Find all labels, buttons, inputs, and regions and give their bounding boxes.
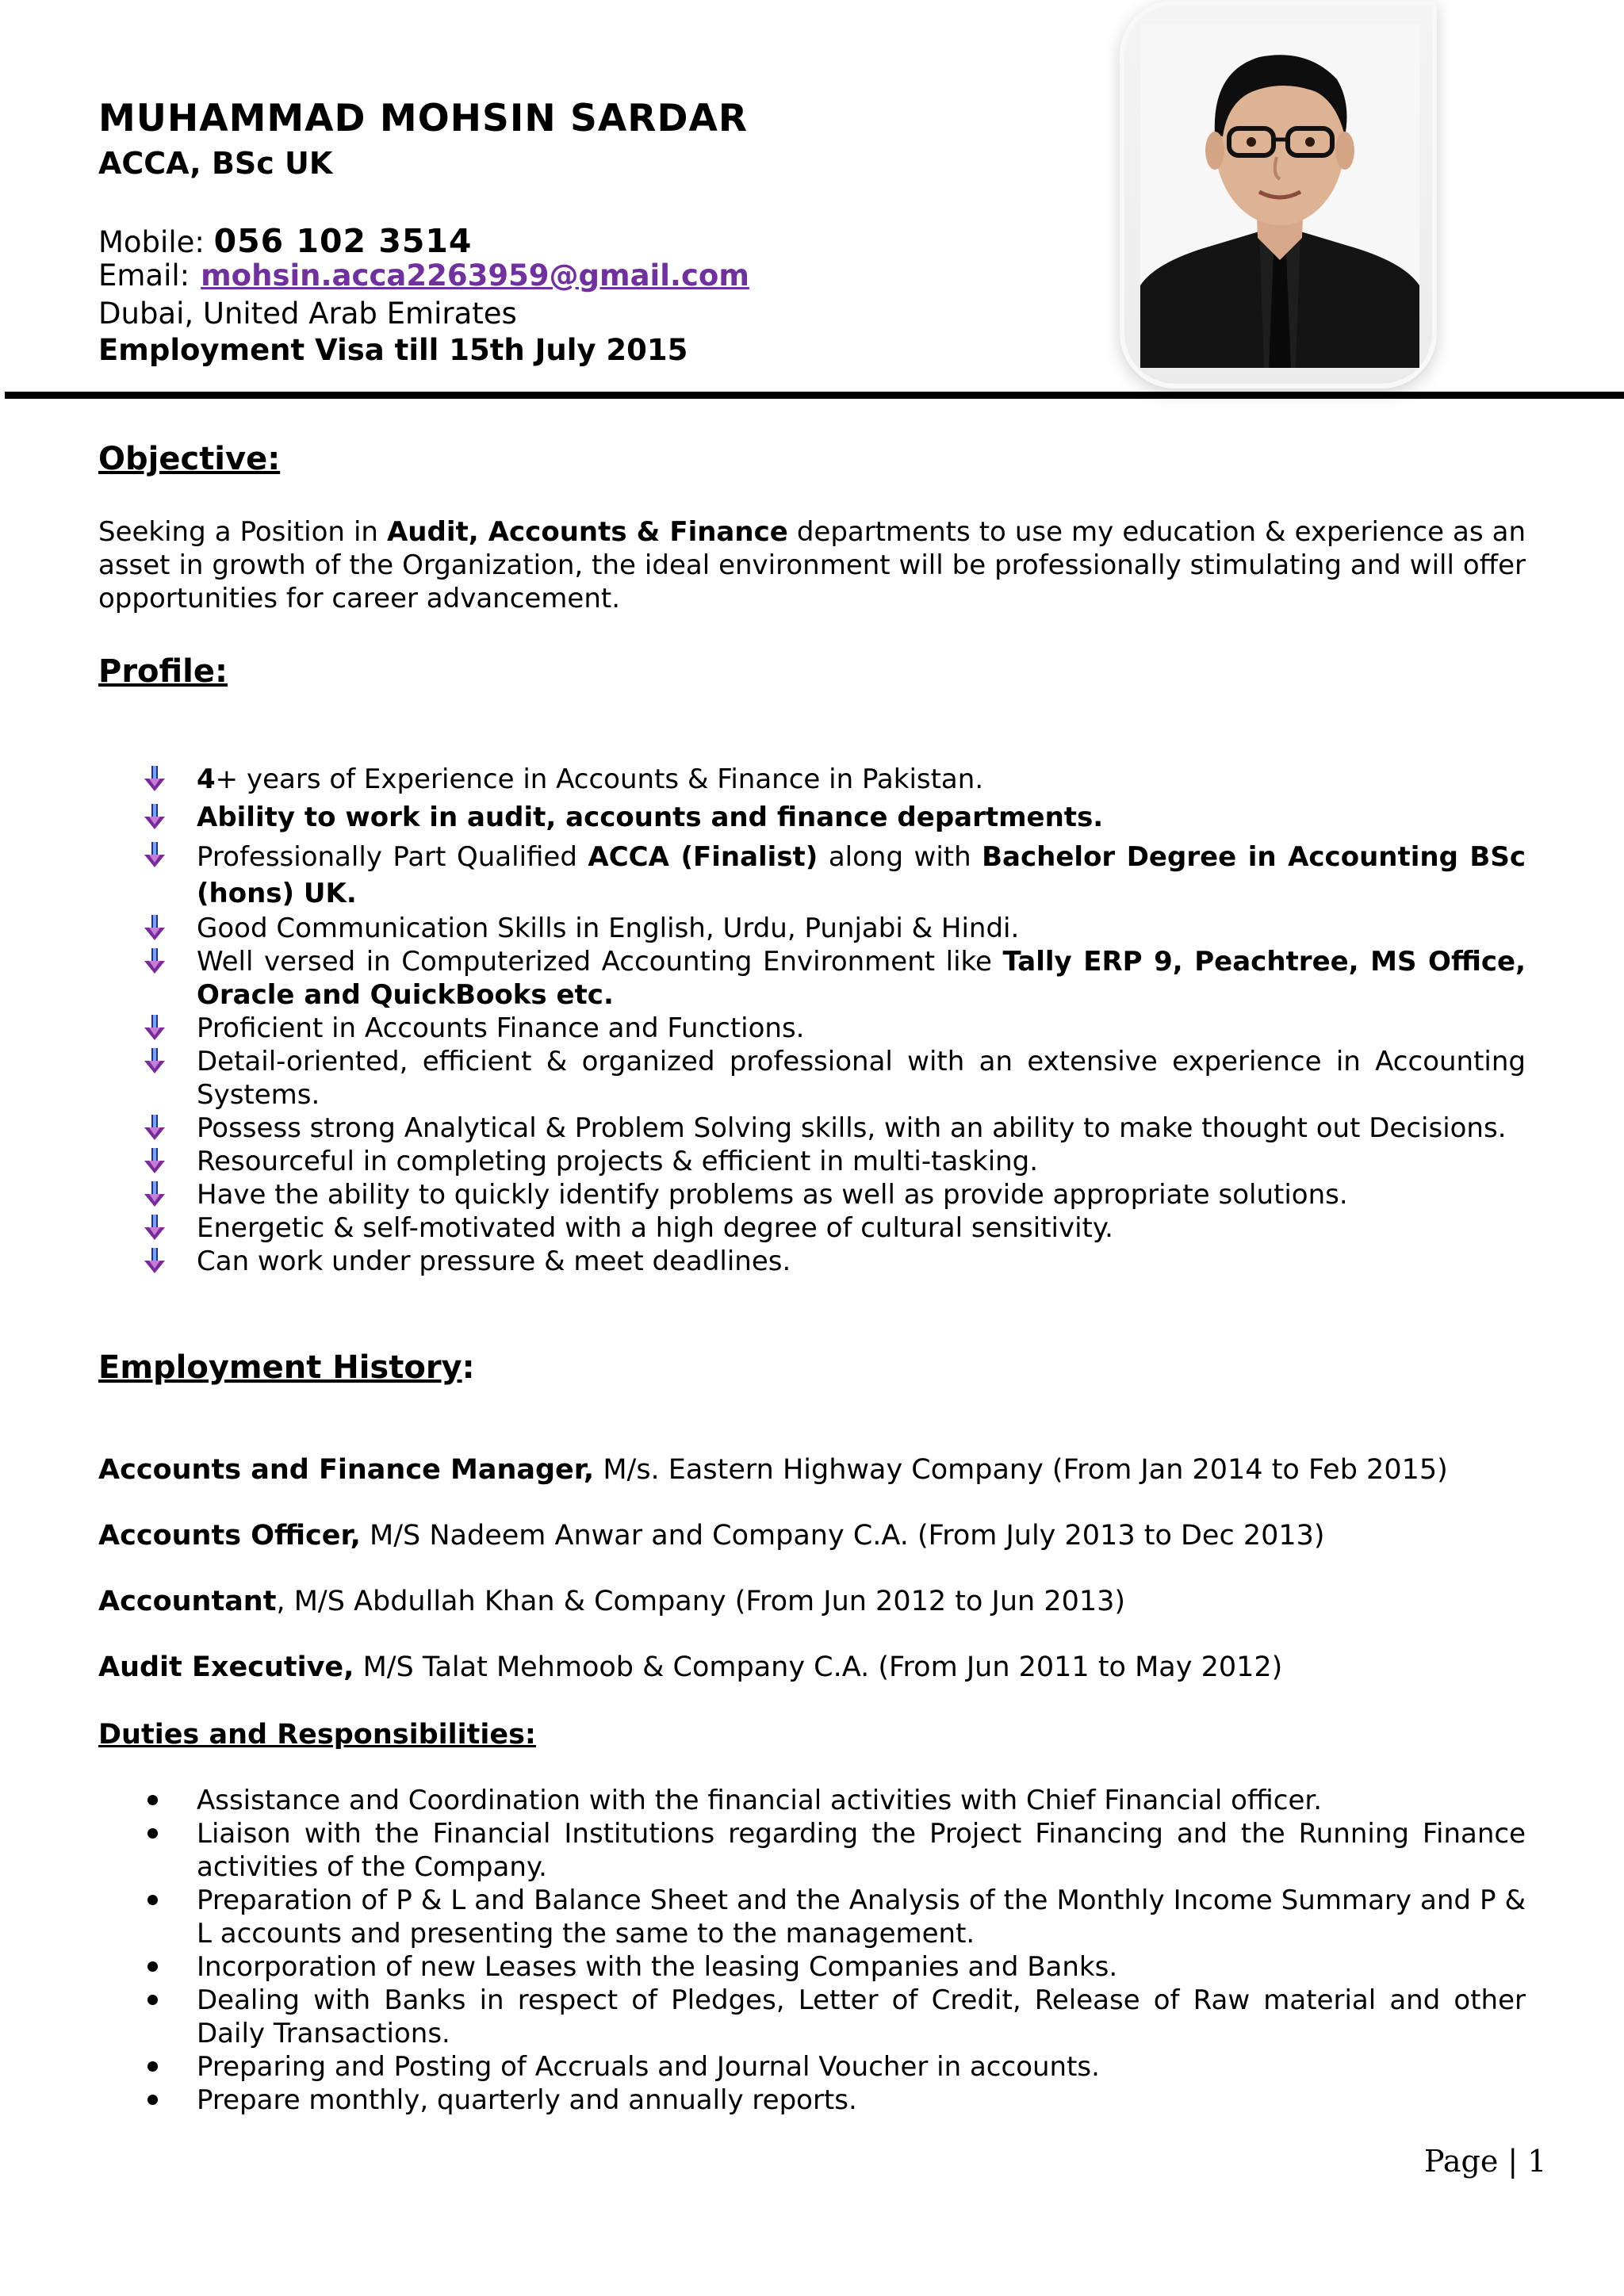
profile-item: Well versed in Computerized Accounting Environment like Tally ERP 9, Peachtree, MS Office, Oracle and QuickBooks etc. <box>98 945 1526 1012</box>
duty-item: Prepare monthly, quarterly and annually reports. <box>98 2084 1526 2117</box>
duty-item: Liaison with the Financial Institutions regarding the Project Financing and the Running Finance activities of the Company. <box>98 1817 1526 1884</box>
arrow-down-bullet-icon <box>144 915 165 942</box>
candidate-name: MUHAMMAD MOHSIN SARDAR <box>98 97 749 140</box>
profile-item: Ability to work in audit, accounts and finance departments. <box>98 801 1526 834</box>
duty-item: Dealing with Banks in respect of Pledges, Letter of Credit, Release of Raw material and other Daily Transactions. <box>98 1984 1526 2050</box>
profile-item: Resourceful in completing projects & efficient in multi-tasking. <box>98 1145 1526 1178</box>
objective-text: Seeking a Position in Audit, Accounts & Finance departments to use my education & experience as an asset in growth of the Organization, the ideal environment will be professionally stimulating and will offer opportunities for career advancement. <box>98 516 1526 614</box>
arrow-down-bullet-icon <box>144 1148 165 1175</box>
header-divider <box>5 392 1624 399</box>
profile-item: Energetic & self-motivated with a high degree of cultural sensitivity. <box>98 1211 1526 1245</box>
arrow-down-bullet-icon <box>144 1248 165 1275</box>
bullet-dot-icon <box>147 1795 158 1805</box>
email-link[interactable]: mohsin.acca2263959@gmail.com <box>201 258 749 293</box>
job-entry: Accountant, M/S Abdullah Khan & Company (From Jun 2012 to Jun 2013) <box>98 1586 1126 1617</box>
arrow-down-bullet-icon <box>144 1048 165 1075</box>
arrow-down-bullet-icon <box>144 1115 165 1142</box>
job-entry: Accounts and Finance Manager, M/s. Eastern Highway Company (From Jan 2014 to Feb 2015) <box>98 1454 1448 1486</box>
mobile-label: Mobile: <box>98 225 205 259</box>
duty-item: Preparing and Posting of Accruals and Journal Voucher in accounts. <box>98 2050 1526 2084</box>
profile-item: Professionally Part Qualified ACCA (Finalist) along with Bachelor Degree in Accounting BSc (hons) UK. <box>98 839 1526 912</box>
bullet-dot-icon <box>147 1828 158 1839</box>
profile-item: 4+ years of Experience in Accounts & Finance in Pakistan. <box>98 763 1526 796</box>
mobile-number: 056 102 3514 <box>213 222 473 260</box>
profile-heading: Profile: <box>98 653 228 690</box>
arrow-down-bullet-icon <box>144 1181 165 1208</box>
duty-item: Incorporation of new Leases with the leasing Companies and Banks. <box>98 1950 1526 1984</box>
mobile-line <box>98 222 472 260</box>
email-label: Email: <box>98 258 190 293</box>
arrow-down-bullet-icon <box>144 948 165 975</box>
duty-item: Assistance and Coordination with the financial activities with Chief Financial officer. <box>98 1784 1526 1817</box>
arrow-down-bullet-icon <box>144 804 165 831</box>
profile-item: Have the ability to quickly identify problems as well as provide appropriate solutions. <box>98 1178 1526 1211</box>
bullet-dot-icon <box>147 1961 158 1972</box>
bullet-dot-icon <box>147 1895 158 1905</box>
arrow-down-bullet-icon <box>144 1215 165 1242</box>
profile-item: Detail-oriented, efficient & organized professional with an extensive experience in Accounting Systems. <box>98 1045 1526 1112</box>
job-entry: Accounts Officer, M/S Nadeem Anwar and Company C.A. (From July 2013 to Dec 2013) <box>98 1520 1325 1552</box>
duties-heading: Duties and Responsibilities: <box>98 1719 536 1751</box>
page-number: Page | 1 <box>1424 2144 1547 2179</box>
arrow-down-bullet-icon <box>144 766 165 793</box>
bullet-dot-icon <box>147 2095 158 2105</box>
profile-item: Proficient in Accounts Finance and Functions. <box>98 1012 1526 1045</box>
profile-item: Possess strong Analytical & Problem Solving skills, with an ability to make thought out Decisions. <box>98 1112 1526 1145</box>
objective-heading: Objective: <box>98 441 281 477</box>
duties-list <box>98 1784 1526 2117</box>
profile-item: Good Communication Skills in English, Urdu, Punjabi & Hindi. <box>98 912 1526 945</box>
location: Dubai, United Arab Emirates <box>98 297 517 331</box>
visa-status: Employment Visa till 15th July 2015 <box>98 333 688 367</box>
profile-item: Can work under pressure & meet deadlines. <box>98 1245 1526 1278</box>
bullet-dot-icon <box>147 2061 158 2072</box>
profile-list <box>98 763 1526 1278</box>
email-line <box>98 258 749 293</box>
arrow-down-bullet-icon <box>144 842 165 869</box>
profile-photo <box>1140 24 1419 368</box>
employment-heading: Employment History: <box>98 1349 475 1386</box>
bullet-dot-icon <box>147 1995 158 2005</box>
duty-item: Preparation of P & L and Balance Sheet and the Analysis of the Monthly Income Summary and P & L accounts and presenting the same to the management. <box>98 1884 1526 1950</box>
arrow-down-bullet-icon <box>144 1015 165 1042</box>
job-entry: Audit Executive, M/S Talat Mehmoob & Company C.A. (From Jun 2011 to May 2012) <box>98 1651 1283 1683</box>
candidate-credentials: ACCA, BSc UK <box>98 146 333 181</box>
